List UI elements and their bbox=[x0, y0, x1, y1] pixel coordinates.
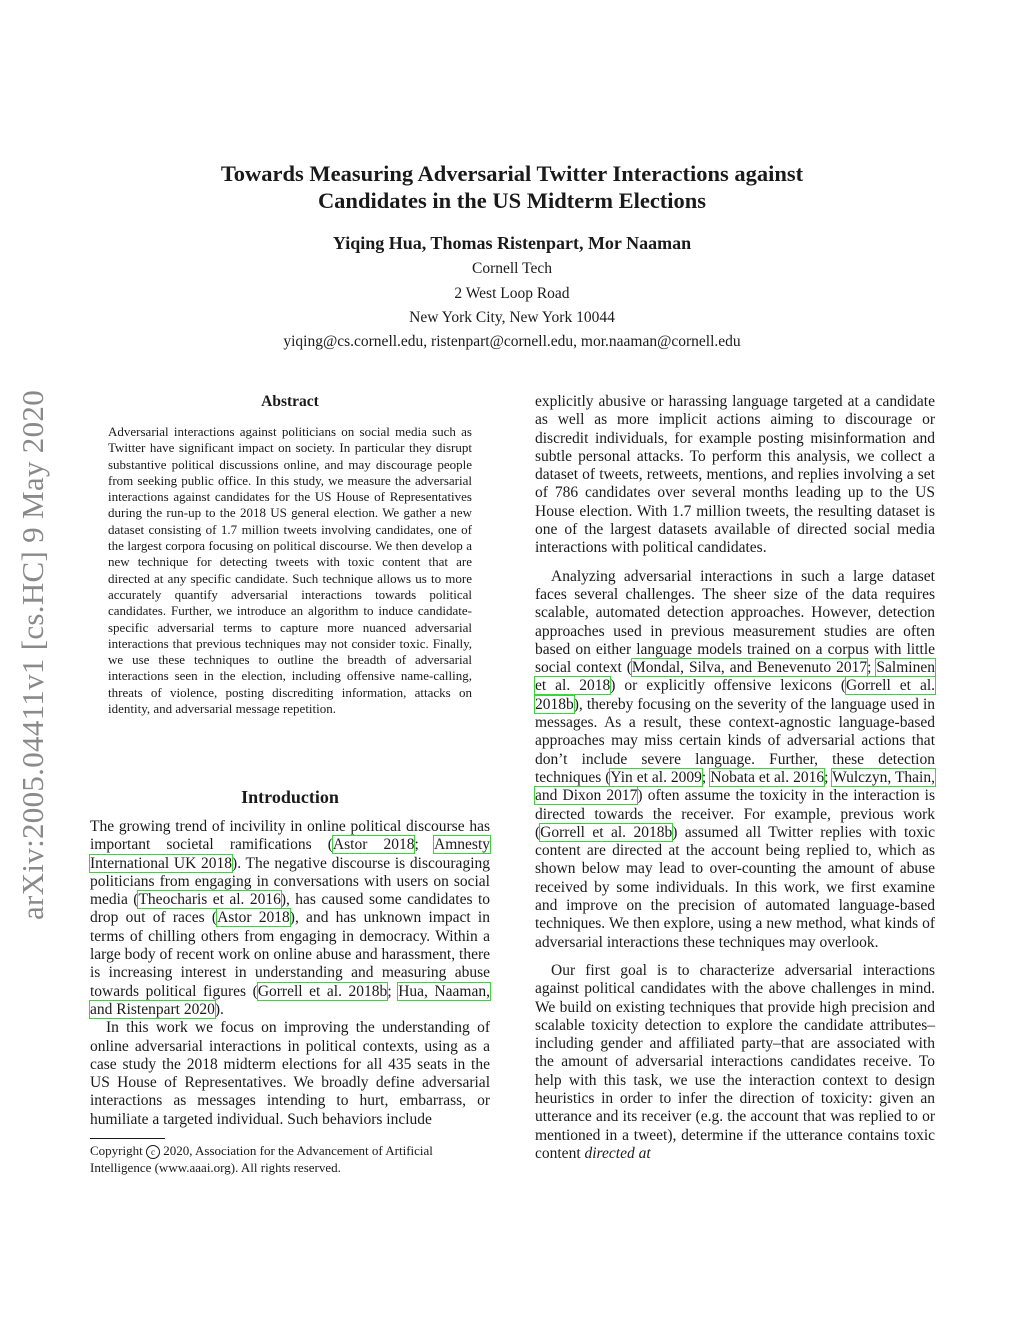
citation-link[interactable]: Hua, Naaman, and Ristenpart 2020 bbox=[90, 982, 490, 1018]
text-run: ; bbox=[824, 768, 833, 786]
arxiv-margin-stamp bbox=[8, 350, 58, 960]
paper-title bbox=[160, 160, 864, 214]
text-run: Analyzing adversarial interactions in such a large dataset faces several challenges. The sheer size of the data requires scalable, automated detection approaches. However, detection approaches used in previous measurement studies are often based on either language models trained on a corpus with little social context ( bbox=[535, 567, 935, 677]
citation-link[interactable]: Wulczyn, Thain, and Dixon 2017 bbox=[535, 768, 935, 805]
intro-paragraph-2: In this work we focus on improving the understanding of online adversarial interactions in political contexts, using as a case study the 2018 midterm elections for all 435 seats in the US House of Representatives. We broadly define adversarial interactions as messages intending to hurt, embarrass, or humiliate a targeted individual. Such behaviors include bbox=[90, 1019, 490, 1128]
abstract-body: Adversarial interactions against politicians on social media such as Twitter have significant impact on society. In particular they disrupt substantive political discussions online, and may discourage people from seeking public office. In this study, we measure the adversarial interactions against candidates for the US House of Representatives during the run-up to the 2018 US general election. We gather a new dataset consisting of 1.7 million tweets involving candidates, one of the largest corpora focusing on political discourse. We then develop a new technique for detecting tweets with toxic content that are directed at any specific candidate. Such technique allows us to more accurately quantify adversarial interactions towards political candidates. Further, we introduce an algorithm to induce candidate-specific adversarial terms to capture more nuanced adversarial interactions that previous techniques may not consider toxic. Finally, we use these techniques to outline the breadth of adversarial interactions seen in the election, including offensive name-calling, threats of violence, posting discrediting information, attacks on identity, and adversarial message repetition. bbox=[108, 424, 472, 717]
author-list: Yiqing Hua, Thomas Ristenpart, Mor Naaman bbox=[332, 233, 692, 253]
copyright-symbol: c bbox=[146, 1145, 160, 1159]
citation-link[interactable]: Salminen et al. 2018 bbox=[535, 659, 935, 695]
text-run: ; bbox=[387, 982, 399, 1000]
text-run: ) often assume the toxicity in the interaction is directed towards the receiver. For example, previous work ( bbox=[535, 787, 935, 841]
citation-link[interactable]: Yin et al. 2009 bbox=[610, 768, 702, 786]
text-run: Our first goal is to characterize adversarial interactions against political candidates with the above challenges in mind. We build on existing techniques that provide high precision and scalable toxicity detection to explore the candidate attributes–including gender and affiliated party–that are associated with the amount of adversarial interactions candidates receive. To help with this task, we use the interaction context to design heuristics in order to infer the direction of toxicity: given an utterance and its receiver (e.g. the account that was replied to or mentioned in a tweet), determine if the utterance contains toxic content bbox=[535, 961, 935, 1162]
left-column-body bbox=[90, 818, 490, 1129]
intro-paragraph-1 bbox=[90, 818, 490, 1019]
citation-link[interactable]: Astor 2018 bbox=[332, 836, 415, 854]
abstract-heading: Abstract bbox=[261, 393, 319, 410]
affiliation-institution: Cornell Tech bbox=[472, 260, 552, 277]
text-run: ; bbox=[867, 659, 877, 677]
introduction-heading: Introduction bbox=[241, 787, 339, 807]
citation-link[interactable]: Nobata et al. 2016 bbox=[710, 768, 825, 786]
author-emails[interactable]: yiqing@cs.cornell.edu, ristenpart@cornell.edu, mor.naaman@cornell.edu bbox=[283, 333, 741, 350]
citation-link[interactable]: Mondal, Silva, and Benevenuto 2017 bbox=[631, 659, 868, 677]
citation-link[interactable]: Amnesty International UK 2018 bbox=[90, 836, 491, 872]
emphasized-text: directed at bbox=[584, 1144, 651, 1162]
citation-link[interactable]: Gorrell et al. 2018b bbox=[540, 823, 673, 841]
text-run: ), and has unknown impact in terms of chilling others from engaging in democracy. Within a large body of recent work on online abuse and harassment, there is increasing interest in understanding and measuring abuse towards political figures ( bbox=[90, 909, 490, 1000]
right-paragraph-1: explicitly abusive or harassing language targeted at a candidate as well as more implicit actions aiming to discourage or discredit individuals, for example posting misinformation and subtle personal attacks. To perform this analysis, we collect a dataset of tweets, retweets, mentions, and replies involving a set of 786 candidates over several months leading up to the US House election. With 1.7 million tweets, the resulting dataset is one of the largest datasets available of directed social media interactions with political candidates. bbox=[535, 393, 935, 557]
text-run: ) or explicitly offensive lexicons ( bbox=[610, 677, 847, 695]
citation-link[interactable]: Gorrell et al. 2018b bbox=[257, 982, 388, 1000]
text-run: ; bbox=[701, 768, 711, 786]
copyright-notice bbox=[90, 1143, 490, 1176]
footnote-rule bbox=[90, 1138, 165, 1139]
text-run: ), thereby focusing on the severity of the language used in messages. As a result, these context-agnostic language-based approaches may miss certain kinds of adversarial actions that don’t include severe language. Further, these detection techniques ( bbox=[535, 695, 935, 786]
right-column-body bbox=[535, 393, 935, 1163]
affiliation-street: 2 West Loop Road bbox=[454, 285, 570, 302]
affiliation-city: New York City, New York 10044 bbox=[409, 309, 615, 326]
text-run: ; bbox=[414, 836, 435, 854]
copyright-prefix: Copyright bbox=[90, 1143, 143, 1158]
title-line-1: Towards Measuring Adversarial Twitter Interactions against bbox=[220, 161, 804, 186]
text-run: ), has caused some candidates to drop out of races ( bbox=[90, 891, 491, 927]
citation-link[interactable]: Theocharis et al. 2016 bbox=[138, 891, 281, 909]
right-paragraph-3 bbox=[535, 962, 935, 1163]
title-line-2: Candidates in the US Midterm Elections bbox=[317, 188, 707, 213]
text-run: ) assumed all Twitter replies with toxic content are directed at the account being replied to, which as shown below may lead to over-counting the amount of abuse received by some individuals. In this work, we first examine and improve on the precision of automated language-based techniques. We then explore, using a new method, what kinds of adversarial interactions these techniques may overlook. bbox=[535, 823, 935, 951]
copyright-text: 2020, Association for the Advancement of Artificial Intelligence (www.aaai.org). All rights reserved. bbox=[90, 1143, 433, 1175]
arxiv-identifier[interactable]: arXiv:2005.04411v1 [cs.HC] 9 May 2020 bbox=[15, 389, 50, 921]
citation-link[interactable]: Astor 2018 bbox=[217, 909, 290, 927]
citation-link[interactable]: Gorrell et al. 2018b bbox=[535, 677, 936, 713]
text-run: ). The negative discourse is discouraging politicians from engaging in conversations with users on social media ( bbox=[90, 854, 490, 909]
text-run: ). bbox=[214, 1000, 224, 1018]
right-paragraph-2 bbox=[535, 568, 935, 952]
text-run: The growing trend of incivility in online political discourse has important societal ramifications ( bbox=[90, 818, 490, 854]
